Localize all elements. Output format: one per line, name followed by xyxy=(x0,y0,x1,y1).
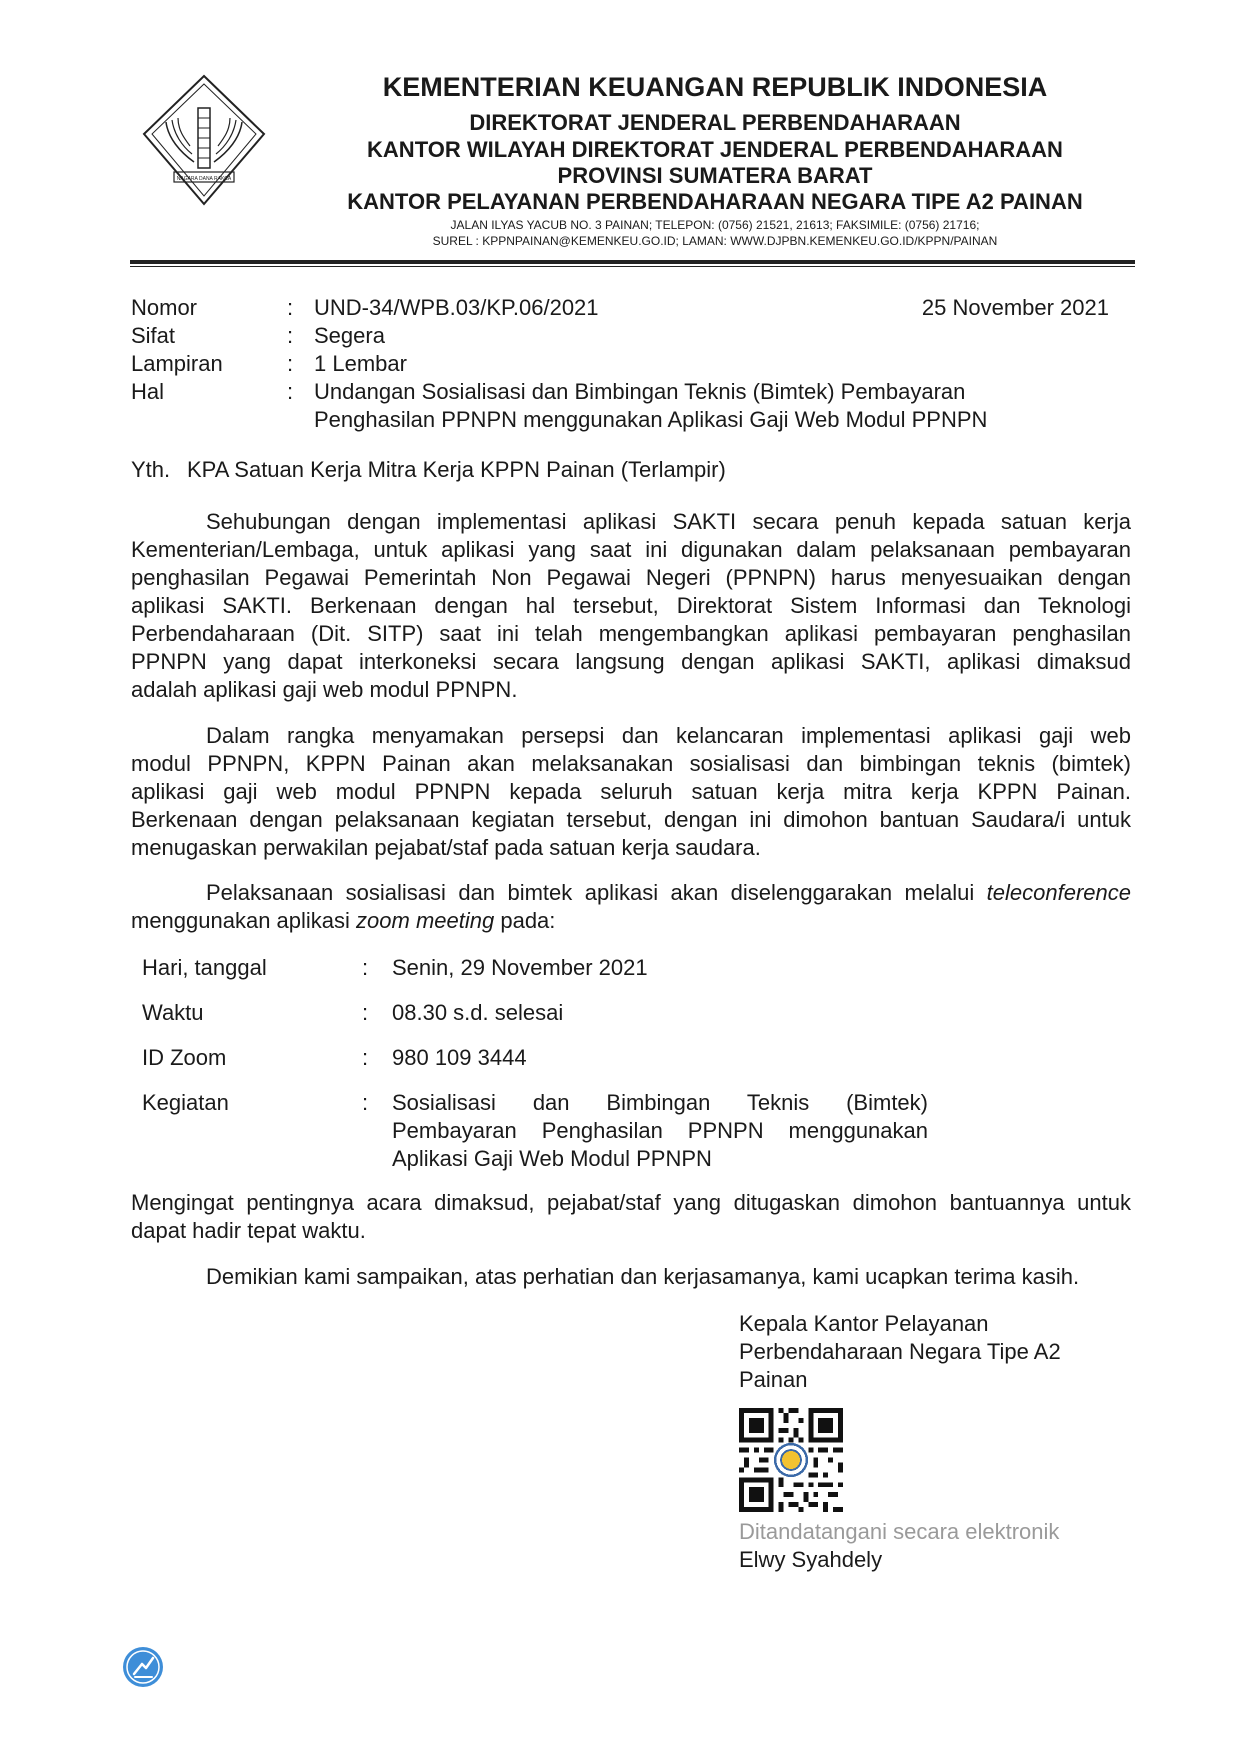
paragraph-4-line: Mengingat pentingnya acara dimaksud, pejabat/staf yang ditugaskan dimohon bantuannya untuk xyxy=(131,1190,1131,1215)
schedule-time-value: 08.30 s.d. selesai xyxy=(392,1000,564,1025)
e-signature-badge-icon xyxy=(122,1646,164,1688)
hal-value-line2: Penghasilan PPNPN menggunakan Aplikasi Gaji Web Modul PPNPN xyxy=(314,407,988,432)
schedule-activity-line: Aplikasi Gaji Web Modul PPNPN xyxy=(392,1146,712,1171)
paragraph-2-line: aplikasi gaji web modul PPNPN kepada seluruh satuan kerja mitra kerja KPPN Painan. xyxy=(131,779,1131,804)
recipient-name: KPA Satuan Kerja Mitra Kerja KPPN Painan (Terlampir) xyxy=(187,457,726,482)
letterhead-divider-thick xyxy=(130,260,1135,264)
logo-motto: NAGARA DANA RAKCA xyxy=(176,176,232,182)
paragraph-4-line: dapat hadir tepat waktu. xyxy=(131,1218,366,1243)
e-signature-note: Ditandatangani secara elektronik xyxy=(739,1519,1060,1544)
sifat-colon: : xyxy=(287,323,294,348)
schedule-activity-line: Sosialisasi dan Bimbingan Teknis (Bimtek) xyxy=(392,1090,928,1115)
letter-date: 25 November 2021 xyxy=(921,295,1109,320)
schedule-colon: : xyxy=(362,955,369,980)
letterhead-office: KANTOR PELAYANAN PERBENDAHARAAN NEGARA TIPE A2 PAINAN xyxy=(347,189,1083,214)
paragraph-1-line: adalah aplikasi gaji web modul PPNPN. xyxy=(131,677,518,702)
hal-value-line1: Undangan Sosialisasi dan Bimbingan Teknis (Bimtek) Pembayaran xyxy=(314,379,966,404)
letterhead-contact: SUREL : KPPNPAINAN@KEMENKEU.GO.ID; LAMAN: WWW.DJPBN.KEMENKEU.GO.ID/KPPN/PAINAN xyxy=(432,234,998,248)
letterhead-regional-office: KANTOR WILAYAH DIREKTORAT JENDERAL PERBENDAHARAAN xyxy=(367,137,1063,162)
letterhead-province: PROVINSI SUMATERA BARAT xyxy=(557,163,873,188)
paragraph-3-text: Pelaksanaan sosialisasi dan bimtek aplikasi akan diselenggarakan melalui xyxy=(206,880,987,905)
schedule-time-label: Waktu xyxy=(142,1000,204,1025)
paragraph-1-line: PPNPN yang dapat interkoneksi secara langsung dengan aplikasi SAKTI, aplikasi dimaksud xyxy=(131,649,1131,674)
recipient-prefix: Yth. xyxy=(131,457,171,482)
schedule-activity-line: Pembayaran Penghasilan PPNPN menggunakan xyxy=(392,1118,928,1143)
schedule-colon: : xyxy=(362,1000,369,1025)
hal-colon: : xyxy=(287,379,294,404)
paragraph-3-line2 xyxy=(131,907,1131,935)
sifat-label: Sifat xyxy=(131,323,176,348)
lampiran-label: Lampiran xyxy=(131,351,223,376)
schedule-day-value: Senin, 29 November 2021 xyxy=(392,955,648,980)
paragraph-3-text: menggunakan aplikasi xyxy=(131,908,357,933)
schedule-zoom-label: ID Zoom xyxy=(142,1045,227,1070)
letterhead-ministry: KEMENTERIAN KEUANGAN REPUBLIK INDONESIA xyxy=(382,72,1048,102)
paragraph-2-line: menugaskan perwakilan pejabat/staf pada satuan kerja saudara. xyxy=(131,835,761,860)
paragraph-1 xyxy=(131,508,1131,704)
paragraph-2-line: Dalam rangka menyamakan persepsi dan kelancaran implementasi aplikasi gaji web xyxy=(206,723,1131,748)
schedule-colon: : xyxy=(362,1090,369,1115)
letterhead-directorate: DIREKTORAT JENDERAL PERBENDAHARAAN xyxy=(469,110,961,135)
schedule-activity-label: Kegiatan xyxy=(142,1090,229,1115)
paragraph-1-line: Sehubungan dengan implementasi aplikasi SAKTI secara penuh kepada satuan kerja xyxy=(206,509,1131,534)
paragraph-3 xyxy=(131,879,1131,935)
paragraph-1-line: penghasilan Pegawai Pemerintah Non Pegawai Negeri (PPNPN) harus menyesuaikan dengan xyxy=(131,565,1131,590)
paragraph-3-emphasis: zoom meeting xyxy=(356,908,495,933)
qr-code-icon xyxy=(739,1408,843,1512)
sifat-value: Segera xyxy=(314,323,385,348)
signatory-title-line1: Kepala Kantor Pelayanan xyxy=(739,1311,989,1336)
paragraph-1-line: Kementerian/Lembaga, untuk aplikasi yang saat ini digunakan dalam pelaksanaan pembayaran xyxy=(131,537,1131,562)
schedule-activity-value xyxy=(392,1089,928,1173)
nomor-value: UND-34/WPB.03/KP.06/2021 xyxy=(314,295,599,320)
schedule-day-label: Hari, tanggal xyxy=(142,955,267,980)
paragraph-2-line: Berkenaan dengan pelaksanaan kegiatan tersebut, dengan ini dimohon bantuan Saudara/i untuk xyxy=(131,807,1131,832)
schedule-zoom-value: 980 109 3444 xyxy=(392,1045,527,1070)
paragraph-3-line1 xyxy=(131,879,1131,907)
paragraph-5: Demikian kami sampaikan, atas perhatian dan kerjasamanya, kami ucapkan terima kasih. xyxy=(206,1264,1080,1289)
schedule-colon: : xyxy=(362,1045,369,1070)
paragraph-2-line: modul PPNPN, KPPN Painan akan melaksanakan sosialisasi dan bimbingan teknis (bimtek) xyxy=(131,751,1131,776)
signatory-title-line3: Painan xyxy=(739,1367,808,1392)
lampiran-value: 1 Lembar xyxy=(314,351,407,376)
kemenkeu-emblem-icon xyxy=(140,72,268,208)
lampiran-colon: : xyxy=(287,351,294,376)
paragraph-1-line: Perbendaharaan (Dit. SITP) saat ini telah mengembangkan aplikasi pembayaran penghasilan xyxy=(131,621,1131,646)
nomor-colon: : xyxy=(287,295,294,320)
signatory-name: Elwy Syahdely xyxy=(739,1547,883,1572)
letterhead-divider-thin xyxy=(130,266,1135,267)
paragraph-1-line: aplikasi SAKTI. Berkenaan dengan hal tersebut, Direktorat Sistem Informasi dan Teknologi xyxy=(131,593,1131,618)
letterhead-address: JALAN ILYAS YACUB NO. 3 PAINAN; TELEPON: (0756) 21521, 21613; FAKSIMILE: (0756) 21716; xyxy=(450,218,980,232)
signatory-title-line2: Perbendaharaan Negara Tipe A2 xyxy=(739,1339,1061,1364)
nomor-label: Nomor xyxy=(131,295,198,320)
hal-label: Hal xyxy=(131,379,165,404)
paragraph-3-emphasis: teleconference xyxy=(986,880,1131,905)
paragraph-4 xyxy=(131,1189,1131,1245)
paragraph-3-text: pada: xyxy=(494,908,556,933)
paragraph-2 xyxy=(131,722,1131,862)
